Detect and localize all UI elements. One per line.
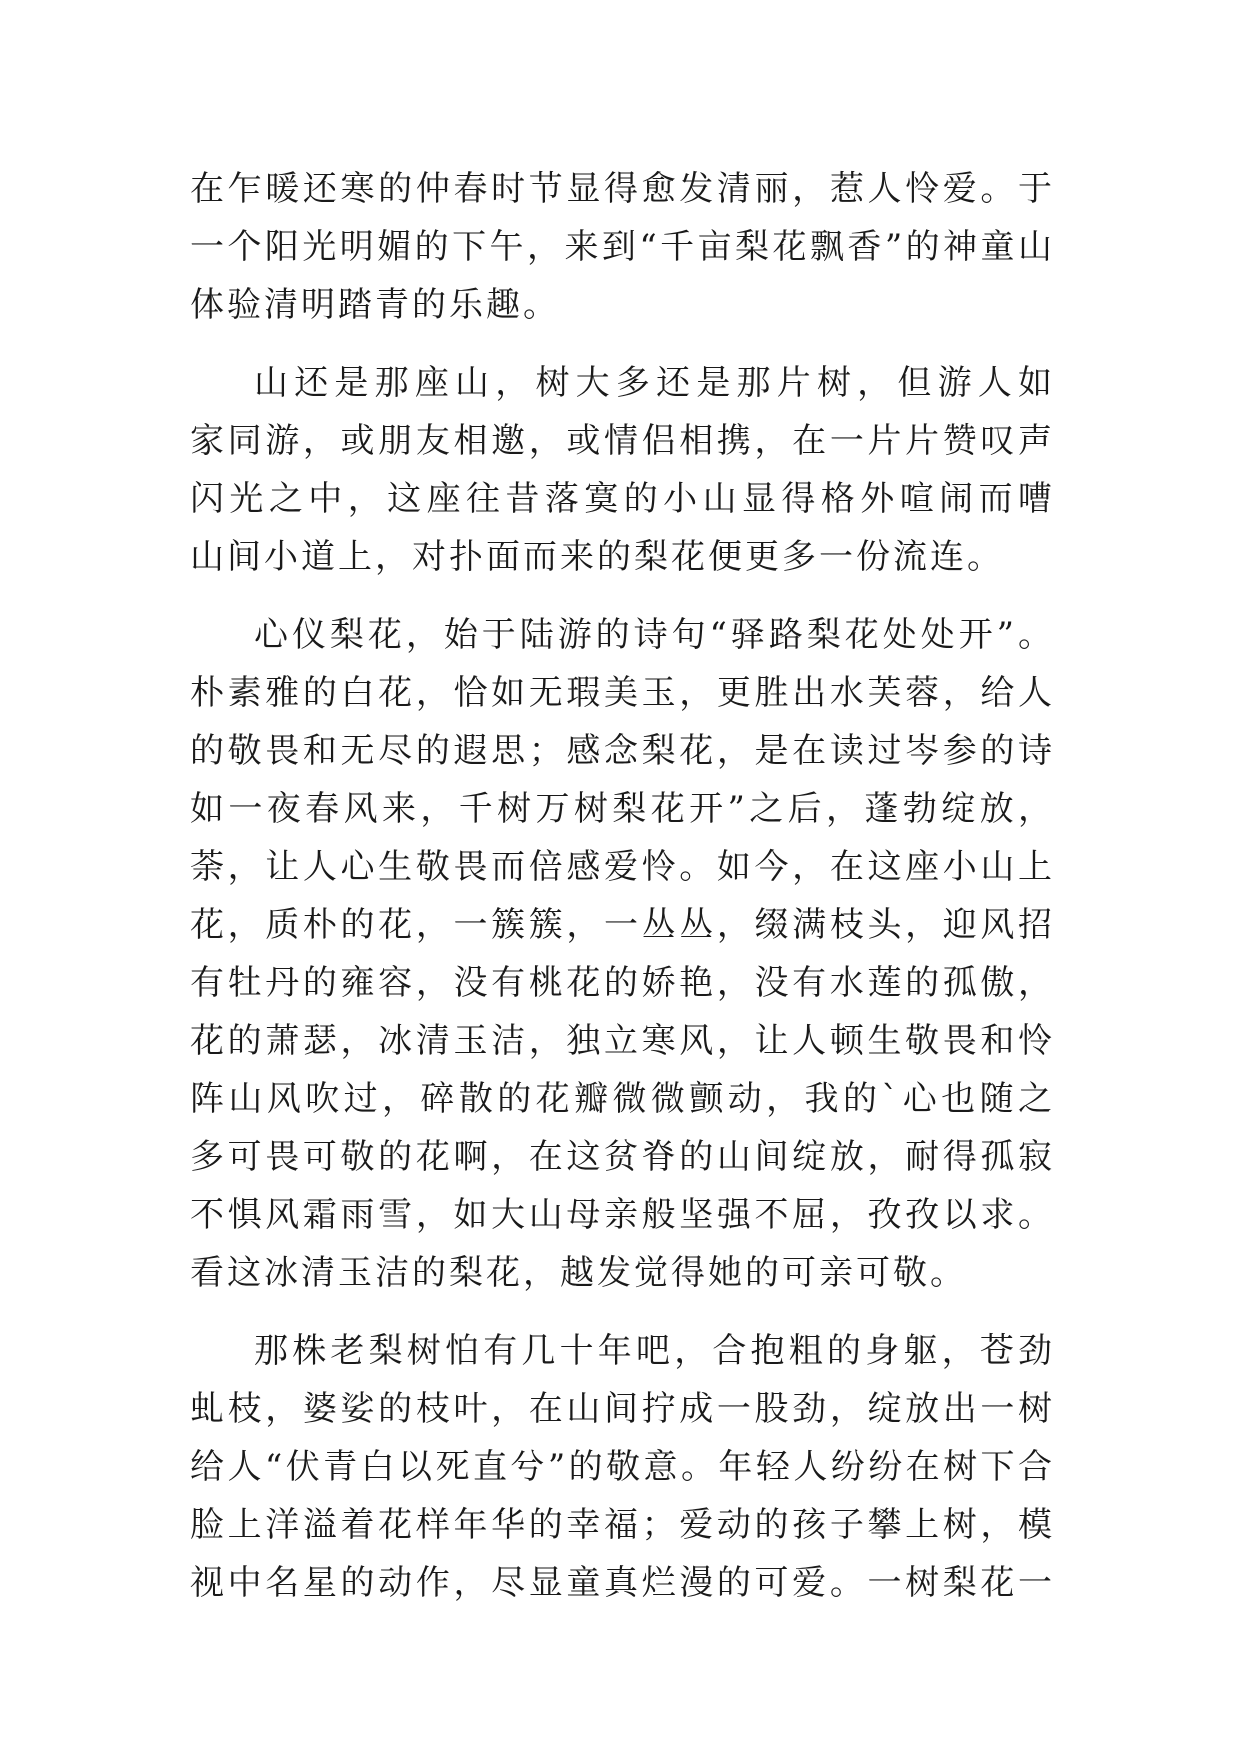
text-line: 如一夜春风来，千树万树梨花开”之后，蓬勃绽放， bbox=[190, 789, 1055, 829]
text-line: 虬枝，婆娑的枝叶，在山间拧成一股劲，绽放出一树 bbox=[190, 1389, 1055, 1429]
paragraph-first-line: 心仪梨花，始于陆游的诗句“驿路梨花处处开”。 bbox=[254, 615, 1055, 655]
text-line: 闪光之中，这座往昔落寞的小山显得格外喧闹而嘈 bbox=[190, 479, 1055, 519]
document-body bbox=[190, 160, 1055, 1612]
text-line: 花的萧瑟，冰清玉洁，独立寒风，让人顿生敬畏和怜 bbox=[190, 1021, 1055, 1061]
text-line: 的敬畏和无尽的遐思；感念梨花，是在读过岑参的诗 bbox=[190, 731, 1055, 771]
paragraph-first-line: 那株老梨树怕有几十年吧，合抱粗的身躯，苍劲 bbox=[254, 1331, 1055, 1371]
text-line: 山间小道上，对扑面而来的梨花便更多一份流连。 bbox=[190, 537, 1004, 577]
text-line: 看这冰清玉洁的梨花，越发觉得她的可亲可敬。 bbox=[190, 1253, 967, 1293]
text-line: 阵山风吹过，碎散的花瓣微微颤动，我的`心也随之 bbox=[190, 1079, 1055, 1119]
text-line: 在乍暖还寒的仲春时节显得愈发清丽，惹人怜爱。于 bbox=[190, 169, 1055, 209]
text-line: 有牡丹的雍容，没有桃花的娇艳，没有水莲的孤傲， bbox=[190, 963, 1055, 1003]
text-line: 荼，让人心生敬畏而倍感爱怜。如今，在这座小山上 bbox=[190, 847, 1055, 887]
text-line: 朴素雅的白花，恰如无瑕美玉，更胜出水芙蓉，给人 bbox=[190, 673, 1055, 713]
text-line: 体验清明踏青的乐趣。 bbox=[190, 285, 560, 325]
text-line: 视中名星的动作，尽显童真烂漫的可爱。一树梨花一 bbox=[190, 1563, 1055, 1603]
text-line: 一个阳光明媚的下午，来到“千亩梨花飘香”的神童山 bbox=[190, 227, 1055, 267]
text-line: 花，质朴的花，一簇簇，一丛丛，缀满枝头，迎风招 bbox=[190, 905, 1055, 945]
text-line: 家同游，或朋友相邀，或情侣相携，在一片片赞叹声 bbox=[190, 421, 1055, 461]
text-line: 给人“伏青白以死直兮”的敬意。年轻人纷纷在树下合 bbox=[190, 1447, 1055, 1487]
text-line: 多可畏可敬的花啊，在这贫脊的山间绽放，耐得孤寂 bbox=[190, 1137, 1055, 1177]
paragraph-first-line: 山还是那座山，树大多还是那片树，但游人如 bbox=[254, 363, 1055, 403]
text-line: 脸上洋溢着花样年华的幸福；爱动的孩子攀上树，模 bbox=[190, 1505, 1055, 1545]
text-line: 不惧风霜雨雪，如大山母亲般坚强不屈，孜孜以求。 bbox=[190, 1195, 1055, 1235]
